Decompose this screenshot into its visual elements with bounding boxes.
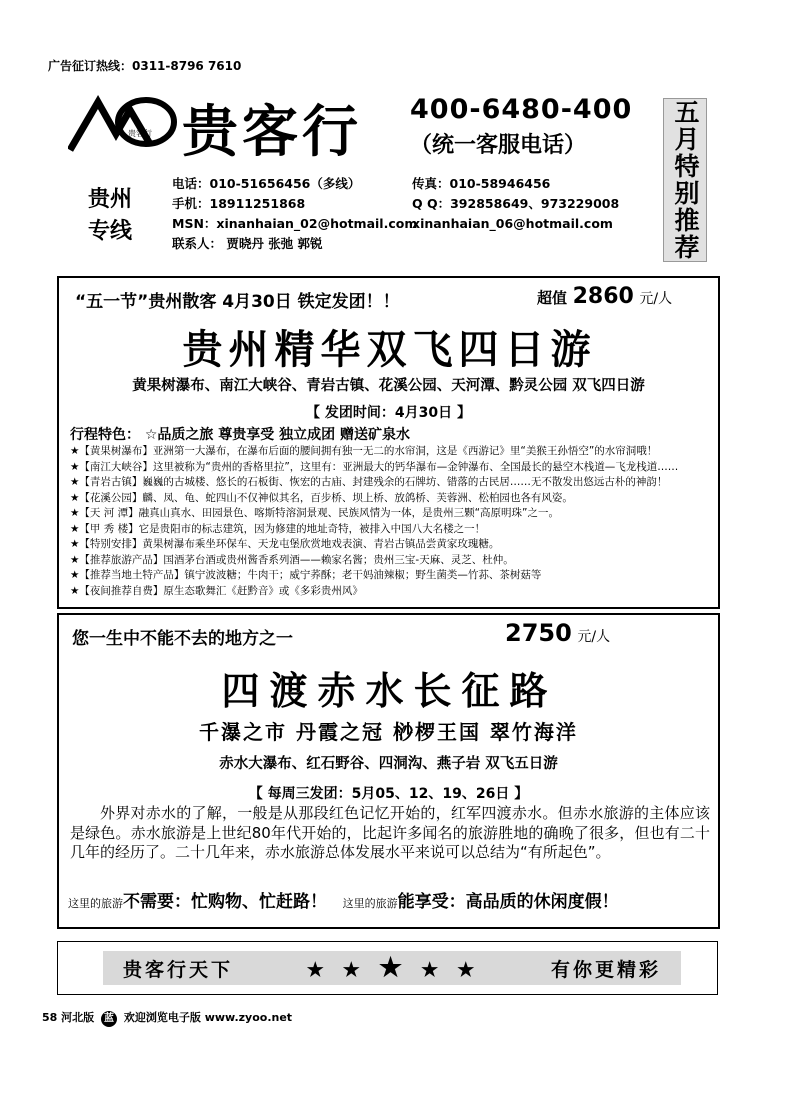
yes-big: 能享受：高品质的休闲度假！ (397, 892, 619, 912)
contact-msn2: xinanhaian_06@hotmail.com (412, 216, 613, 231)
star-icon: ★ (378, 953, 406, 983)
tour2-highlights (68, 887, 619, 912)
slogan-left: 贵客行天下 (123, 958, 234, 981)
tour2-depart: 【 每周三发团：5月05、12、19、26日 】 (248, 786, 529, 802)
tour2-price: 2750 (505, 619, 572, 647)
footer-url[interactable]: www.zyoo.net (204, 1011, 293, 1024)
feature-item: ★【花溪公园】麟、凤、龟、蛇四山不仅神似其名，百步桥、坝上桥、放鸽桥、芙蓉洲、松柏园也各有风姿。 (70, 491, 573, 504)
tour1-price: 2860 (572, 284, 634, 309)
tour1-sites: 黄果树瀑布、南江大峡谷、青岩古镇、花溪公园、天河潭、黔灵公园 双飞四日游 (132, 378, 645, 394)
contact-right (412, 174, 619, 234)
contact-left (172, 174, 417, 254)
tour2-price-unit: 元/人 (577, 629, 611, 645)
feature-item: ★【黄果树瀑布】亚洲第一大瀑布，在瀑布后面的腰间拥有独一无二的水帘洞，这是《西游记》里“美猴王孙悟空”的水帘洞哦！ (70, 445, 658, 457)
service-phone-note: （统一客服电话） (410, 133, 587, 158)
slogan-bar (103, 951, 681, 985)
tour2-title: 四渡赤水长征路 (221, 668, 558, 713)
feature-item: ★【推荐当地土特产品】镇宁波波糖；牛肉干；威宁荞酥；老干妈油辣椒；野生菌类—竹荪、茶树菇等 (70, 569, 542, 581)
contact-msn: MSN：xinanhaian_02@hotmail.com (172, 216, 418, 231)
star-icon: ★ (306, 959, 327, 981)
star-icon: ★ (342, 959, 363, 981)
route-label-2: 专线 (88, 219, 133, 244)
feature-item: ★【甲 秀 楼】它是贵阳市的标志建筑，因为修建的地址奇特，被排入中国八大名楼之一！ (70, 522, 486, 535)
contact-fax: 传真：010-58946456 (412, 176, 551, 191)
tour1-depart: 【 发团时间：4月30日 】 (306, 405, 471, 421)
ad-hotline: 广告征订热线：0311-8796 7610 (48, 59, 242, 73)
service-phone: 400-6480-400 (410, 94, 633, 125)
star-icon: ★ (457, 959, 478, 981)
feature-item: ★【夜间推荐自费】原生态歌舞汇《赶黔音》或《多彩贵州风》 (70, 584, 363, 597)
logo-text: 贵客行 (128, 129, 152, 138)
feature-item: ★【天 河 潭】融真山真水、田园景色、喀斯特溶洞景观、民族风情为一体，是贵州三颗“高原明珠”之一。 (70, 507, 559, 519)
tour1-headline: “五一节”贵州散客 4月30日 铁定发团！！ (75, 292, 400, 312)
tour1-title: 贵州精华双飞四日游 (182, 326, 597, 373)
tour1-price-prefix: 超值 (537, 289, 568, 307)
may-special-banner: 五月特别推荐 (663, 98, 707, 262)
tour2-sites: 赤水大瀑布、红石野谷、四洞沟、燕子岩 双飞五日游 (219, 756, 558, 772)
tour2-headline: 您一生中不能不去的地方之一 (72, 629, 293, 649)
slogan-stars (299, 953, 486, 983)
brand-name: 贵客行 (182, 99, 362, 165)
edition-badge-icon: 蓝 (101, 1011, 117, 1027)
brand-logo-icon (68, 92, 178, 154)
tour1-features-line: 行程特色： ☆品质之旅 尊贵享受 独立成团 赠送矿泉水 (70, 427, 411, 443)
feature-item: ★【推荐旅游产品】国酒茅台酒或贵州酱香系列酒——赖家名酱；贵州三宝-天麻、灵芝、杜仲。 (70, 553, 514, 566)
star-icon: ★ (421, 959, 442, 981)
yes-prefix: 这里的旅游 (342, 897, 398, 910)
slogan-right: 有你更精彩 (550, 958, 661, 981)
contact-mobile: 手机：18911251868 (172, 196, 306, 211)
feature-item: ★【南江大峡谷】这里被称为“贵州的香格里拉”，这里有：亚洲最大的钙华瀑布—金钟瀑布、全国最长的悬空木栈道—飞龙栈道…… (70, 460, 679, 473)
contact-tel: 电话：010-51656456（多线） (172, 176, 361, 191)
edition-label: 河北版 (61, 1011, 95, 1024)
page-number: 58 (42, 1011, 58, 1024)
footer (42, 1009, 292, 1027)
contact-people: 联系人： 贾晓丹 张弛 郭锐 (172, 236, 323, 251)
tour1-feature-list (70, 444, 715, 599)
tour2-price-block (505, 619, 610, 647)
tour2-paragraph: 外界对赤水的了解，一般是从那段红色记忆开始的，红军四渡赤水。但赤水旅游的主体应该是绿色。赤水旅游是上世纪80年代开始的，比起许多闻名的旅游胜地的确晚了很多，但也有二十几年的经历了。二十几年来，赤水旅游总体发展水平来说可以总结为“有所起色”。 (70, 804, 710, 861)
feature-item: ★【青岩古镇】巍巍的古城楼、悠长的石板街、恢宏的古庙、封建残余的石牌坊、错落的古民居……无不散发出悠远古朴的神韵！ (70, 476, 668, 488)
tour1-price-block (537, 284, 672, 309)
tour1-price-unit: 元/人 (639, 291, 673, 307)
route-label-1: 贵州 (88, 187, 133, 212)
contact-qq: Q Q：392858649、973229008 (412, 196, 620, 211)
tour2-subtitle: 千瀑之市 丹霞之冠 桫椤王国 翠竹海洋 (199, 720, 578, 744)
no-big: 不需要：忙购物、忙赶路！ (123, 892, 327, 912)
feature-item: ★【特别安排】黄果树瀑布乘坐环保车、天龙屯堡欣赏地戏表演、青岩古镇品尝黄家玫瑰糖。 (70, 538, 500, 550)
no-prefix: 这里的旅游 (68, 897, 123, 910)
footer-text: 欢迎浏览电子版 (123, 1011, 201, 1024)
